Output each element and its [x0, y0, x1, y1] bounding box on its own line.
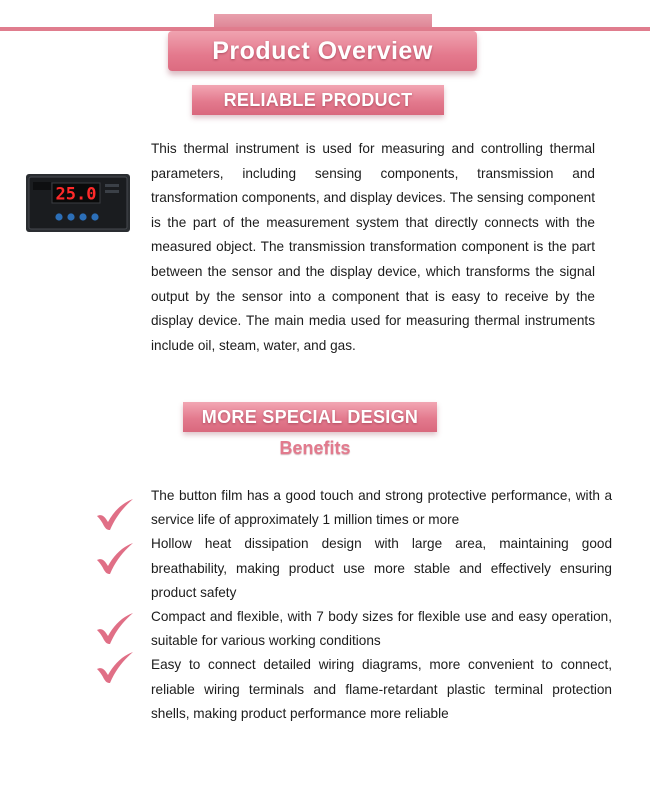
benefits-subtitle: Benefits	[279, 438, 351, 458]
benefit-text: The button film has a good touch and strong protective performance, with a service life of approximately 1 million times or more	[151, 488, 612, 528]
page-title: Product Overview	[168, 31, 477, 71]
benefit-text: Easy to connect detailed wiring diagrams, more convenient to connect, reliable wiring terminals and flame-retardant plastic terminal protection shells, making product performance more reliable	[151, 657, 612, 721]
benefit-text: Compact and flexible, with 7 body sizes for flexible use and easy operation, suitable for various working conditions	[151, 609, 612, 649]
benefit-list	[0, 484, 650, 726]
checkmark-icon	[95, 651, 135, 685]
list-item	[0, 532, 650, 605]
checkmark-icon	[95, 498, 135, 532]
list-item	[0, 653, 650, 726]
list-item	[0, 605, 650, 653]
product-description: This thermal instrument is used for measuring and controlling thermal parameters, including sensing components, transmission and transformation components, and display devices. The sensing component is the part of the measurement system that directly connects with the measured object. The transmission transformation component is the part between the sensor and the display device, which transforms the signal output by the sensor into a component that is easy to receive by the display device. The main media used for measuring thermal instruments include oil, steam, water, and gas.	[151, 141, 595, 353]
header-top-tab	[214, 14, 432, 28]
product-image-thermal-instrument	[25, 172, 131, 234]
checkmark-icon	[95, 612, 135, 646]
benefit-text: Hollow heat dissipation design with large area, maintaining good breathability, making product use more stable and effectively ensuring product safety	[151, 536, 612, 600]
display-reading: 25.0	[55, 184, 97, 205]
list-item	[0, 484, 650, 532]
checkmark-icon	[95, 542, 135, 576]
section-banner-reliable-product: RELIABLE PRODUCT	[192, 85, 444, 115]
section-banner-more-special-design: MORE SPECIAL DESIGN	[183, 402, 437, 432]
